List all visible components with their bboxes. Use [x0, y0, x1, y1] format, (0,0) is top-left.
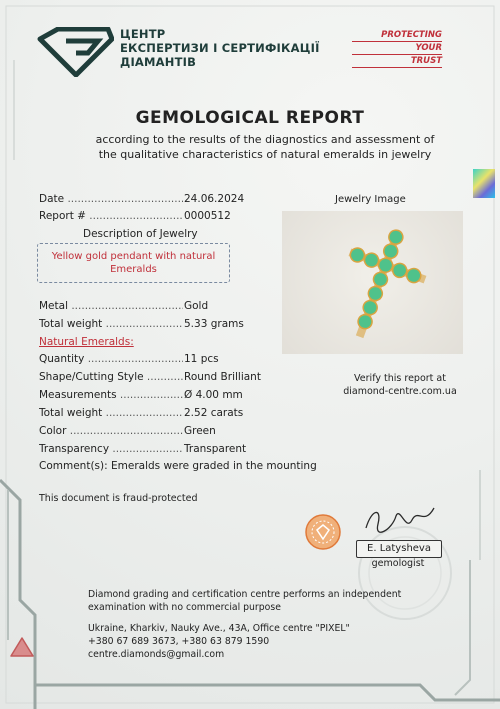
footer-email[interactable]: centre.diamonds@gmail.com [88, 649, 225, 660]
report-subtitle: according to the results of the diagnostics and assessment of the qualitative characteristics of natural emeralds in jewelry [95, 133, 435, 161]
color-value: Green [184, 425, 216, 437]
measurements-row [39, 388, 243, 402]
shape-label: Shape/Cutting Style ..... [39, 370, 183, 384]
diamond-logo-icon [36, 27, 114, 77]
slogan [352, 30, 442, 69]
signer-role: gemologist [371, 558, 425, 569]
measurements-label: Measurements ..... [39, 388, 183, 402]
transparency-label: Transparency ..... [39, 442, 183, 456]
report-number-row [39, 209, 231, 223]
report-number-value: 0000512 [184, 210, 231, 222]
brand-line-3: ДІАМАНТІВ [120, 55, 197, 69]
hologram-sticker [473, 169, 495, 198]
total-weight-row [39, 317, 244, 331]
total-weight-value: 5.33 grams [184, 318, 244, 330]
date-row [39, 192, 245, 206]
color-label: Color ..... [39, 424, 183, 438]
quantity-value: 11 pcs [184, 353, 219, 365]
metal-row [39, 299, 209, 313]
comment-value: Emeralds were graded in the mounting [111, 460, 317, 472]
fraud-note: This document is fraud-protected [39, 493, 198, 504]
description-value: Yellow gold pendant with natural Emeralds [51, 251, 216, 275]
date-label: Date ..... [39, 192, 183, 206]
report-title: GEMOLOGICAL REPORT [135, 108, 365, 128]
shape-value: Round Brilliant [184, 371, 261, 383]
slogan-line-2: YOUR [352, 43, 442, 55]
footer-statement-line-1: Diamond grading and certification centre performs an independent [88, 589, 402, 600]
quantity-row [39, 352, 219, 366]
footer-info [88, 588, 401, 669]
signature-icon [360, 502, 440, 538]
transparency-value: Transparent [184, 443, 247, 455]
carat-weight-row [39, 406, 244, 420]
transparency-row [39, 442, 247, 456]
slogan-line-1: PROTECTING [352, 30, 442, 42]
measurements-value: Ø 4.00 mm [184, 389, 243, 401]
carat-weight-label: Total weight ..... [39, 406, 183, 420]
footer-address: Ukraine, Kharkiv, Nauky Ave., 43A, Office centre "PIXEL" [88, 623, 350, 634]
shape-row [39, 370, 261, 384]
description-box [37, 243, 230, 283]
comment-row [39, 460, 317, 472]
footer-statement-line-2: examination with no commercial purpose [88, 602, 281, 613]
metal-label: Metal ..... [39, 299, 183, 313]
total-weight-label: Total weight ..... [39, 317, 183, 331]
signer-name: E. Latysheva [356, 540, 442, 558]
warning-triangle-icon [9, 636, 35, 658]
brand-line-1: ЦЕНТР [120, 27, 166, 41]
color-row [39, 424, 216, 438]
metal-value: Gold [184, 300, 209, 312]
brand-name [120, 27, 320, 69]
date-value: 24.06.2024 [184, 193, 245, 205]
comment-label: Comment(s): [39, 460, 108, 472]
quantity-label: Quantity ..... [39, 352, 183, 366]
verify-note [330, 372, 470, 398]
slogan-line-3: TRUST [352, 56, 442, 68]
report-number-label: Report # ..... [39, 209, 183, 223]
emeralds-section-title: Natural Emeralds: [39, 336, 134, 348]
carat-weight-value: 2.52 carats [184, 407, 244, 419]
verify-line-1: Verify this report at [354, 373, 446, 384]
orange-seal-icon [305, 514, 341, 550]
jewelry-image [282, 211, 463, 354]
emerald-cross-pendant-icon [282, 211, 463, 354]
verify-url[interactable]: diamond-centre.com.ua [343, 386, 457, 397]
jewelry-image-heading: Jewelry Image [335, 194, 406, 205]
brand-line-2: ЕКСПЕРТИЗИ І СЕРТИФІКАЦІЇ [120, 41, 320, 55]
description-heading: Description of Jewelry [83, 228, 198, 240]
footer-phones[interactable]: +380 67 689 3673, +380 63 879 1590 [88, 636, 270, 647]
